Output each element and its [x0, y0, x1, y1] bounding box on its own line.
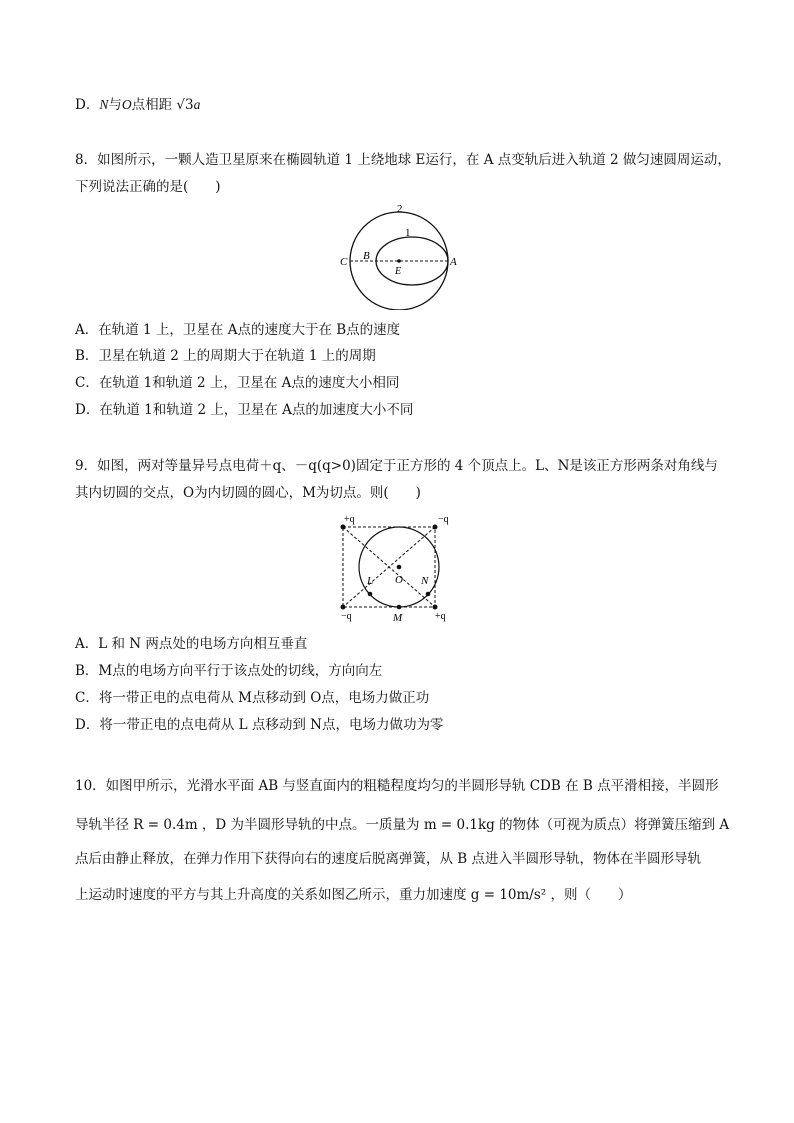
q10-stem-line4: 上运动时速度的平方与其上升高度的关系如图乙所示，重力加速度 g = 10m/s² ，则（ ） [75, 887, 632, 903]
label-e: E [395, 266, 402, 277]
text-fragment: 与 [108, 97, 122, 113]
q9-stem-line2: 其内切圆的交点，O为内切圆的圆心，M为切点。则( ) [75, 485, 421, 501]
diagonal-2 [343, 527, 435, 607]
text-fragment: 点相距 [131, 97, 177, 113]
earth-point [397, 259, 401, 263]
q9-option-d: D．将一带正电的点电荷从 L 点移动到 N点，电场力做功为零 [75, 717, 444, 733]
q10-stem-line1: 10．如图甲所示，光滑水平面 AB 与竖直面内的粗糙程度均匀的半圆形导轨 CDB 在 B 点平滑相接，半圆形 [75, 778, 719, 794]
label-orbit-2: 2 [397, 203, 403, 215]
q10-stem-line2: 导轨半径 R = 0.4m ，D 为半圆形导轨的中点。一质量为 m = 0.1kg 的物体（可视为质点）将弹簧压缩到 A [75, 817, 730, 833]
q8-orbit-figure [335, 200, 465, 310]
label-o: O [395, 574, 403, 586]
q8-option-b: B．卫星在轨道 2 上的周期大于在轨道 1 上的周期 [75, 348, 376, 364]
charge-top-left [341, 525, 346, 530]
label-m: M [393, 612, 403, 624]
label-l: L [367, 575, 374, 587]
charge-top-right [433, 525, 438, 530]
label-minus-q-top-right: −q [438, 514, 449, 525]
variable-a: a [193, 97, 201, 112]
point-l [368, 592, 373, 597]
point-m [397, 605, 402, 610]
point-o: O [121, 97, 132, 112]
q9-option-b: B．M点的电场方向平行于该点处的切线，方向向左 [75, 663, 383, 679]
point-n: N [99, 97, 109, 112]
q8-option-d: D．在轨道 1和轨道 2 上，卫星在 A点的加速度大小不同 [75, 402, 414, 418]
label-plus-q-top-left: +q [344, 514, 355, 525]
label-a: A [450, 256, 457, 268]
sqrt-expression: √3 [176, 97, 194, 113]
point-n [426, 592, 431, 597]
label-c: C [340, 256, 348, 268]
label-plus-q-bottom-right: +q [435, 611, 446, 622]
point-o [397, 565, 402, 570]
charge-bottom-left [341, 605, 346, 610]
label-n: N [421, 575, 429, 587]
option-prefix: D． [75, 97, 100, 113]
q9-charge-figure [335, 510, 460, 630]
q8-option-c: C．在轨道 1和轨道 2 上，卫星在 A点的速度大小相同 [75, 375, 400, 391]
q7-option-d [75, 95, 200, 115]
label-minus-q-bottom-left: −q [341, 611, 352, 622]
q8-stem-line2: 下列说法正确的是( ) [75, 179, 221, 195]
label-orbit-1: 1 [405, 227, 411, 239]
charge-bottom-right [433, 605, 438, 610]
q9-option-c: C．将一带正电的点电荷从 M点移动到 O点，电场力做正功 [75, 690, 430, 706]
label-b: B [363, 250, 370, 262]
q9-option-a: A．L 和 N 两点处的电场方向相互垂直 [75, 636, 308, 652]
q10-stem-line3: 点后由静止释放，在弹力作用下获得向右的速度后脱离弹簧，从 B 点进入半圆形导轨，物体在半圆形导轨 [75, 851, 702, 867]
q9-stem-line1: 9．如图，两对等量异号点电荷＋q、－q(q>0)固定于正方形的 4 个顶点上。L、N是该正方形两条对角线与 [75, 458, 718, 474]
q8-option-a: A．在轨道 1 上，卫星在 A点的速度大于在 B点的速度 [75, 322, 401, 338]
q8-stem-line1: 8．如图所示，一颗人造卫星原来在椭圆轨道 1 上绕地球 E运行，在 A 点变轨后进入轨道 2 做匀速圆周运动， [75, 152, 731, 168]
